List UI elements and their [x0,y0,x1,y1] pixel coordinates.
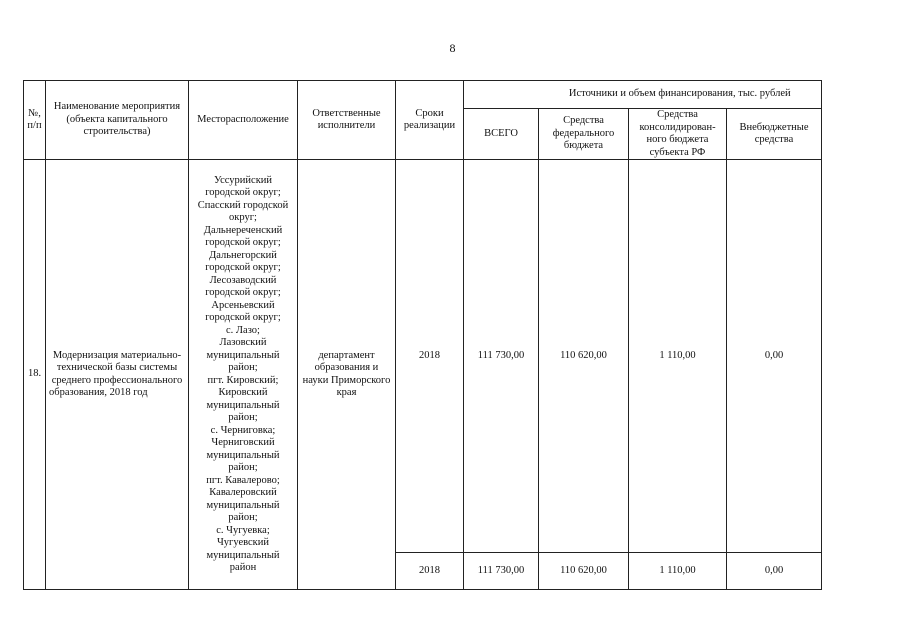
row-extra: 0,00 [727,160,822,553]
header-total: ВСЕГО [464,109,539,160]
location-line: с. Лазо; [226,324,260,336]
location-line: Кировский [218,387,268,398]
location-line: муниципальный [206,349,280,361]
location-line: район [229,562,257,573]
location-line: Чугуевский [216,537,270,548]
row-name: Модернизация материально-технической базы системы среднего профессионального образования, 2018 год [46,160,189,590]
location-line: пгт. Кировский; [207,374,279,386]
location-line: Дальнереченский [203,224,283,236]
header-responsible: Ответственные исполнители [298,81,396,160]
location-line: городской округ; [205,287,281,298]
location-line: муниципальный [206,449,280,461]
total-extra: 0,00 [727,553,822,590]
header-blank [464,81,539,109]
row-federal: 110 620,00 [539,160,629,553]
location-line: Арсеньевский [211,299,275,311]
location-line: Кавалеровский [209,487,277,498]
total-term: 2018 [396,553,464,590]
header-extra: Внебюджетные средства [727,109,822,160]
location-line: Лесозаводский [209,274,277,286]
location-line: Спасский городской [197,199,289,211]
location-line: городской округ; [205,262,281,273]
location-line: район; [228,512,258,523]
table-row [24,160,822,553]
header-row-1 [24,81,822,109]
location-line: с. Черниговка; [210,424,276,436]
location-line: район; [228,362,258,373]
row-regional: 1 110,00 [629,160,727,553]
location-line: муниципальный [206,499,280,511]
location-line: район; [228,412,258,423]
location-line: муниципальный [206,549,280,561]
financing-table [23,80,822,590]
location-line: Лазовский [219,337,267,348]
row-num: 18. [24,160,46,590]
location-line: Дальнегорский [209,249,277,261]
total-federal: 110 620,00 [539,553,629,590]
header-regional: Средства консолидирован-ного бюджета субъекта РФ [629,109,727,160]
location-line: пгт. Кавалерово; [206,474,280,486]
location-line: район; [228,462,258,473]
header-name: Наименование мероприятия (объекта капитального строительства) [46,81,189,160]
location-line: Уссурийский [213,174,273,186]
location-line: округ; [229,212,257,223]
page-number: 8 [449,41,456,55]
location-line: муниципальный [206,399,280,411]
total-regional: 1 110,00 [629,553,727,590]
row-location [189,160,298,590]
header-location: Месторасположение [189,81,298,160]
location-line: Черниговский [211,437,275,448]
location-line: городской округ; [205,312,281,323]
row-term: 2018 [396,160,464,553]
header-num: №, п/п [24,81,46,160]
location-line: городской округ; [205,237,281,248]
total-total: 111 730,00 [464,553,539,590]
location-lines [192,175,294,575]
location-line: городской округ; [205,187,281,198]
row-responsible: департамент образования и науки Приморского края [298,160,396,590]
location-line: с. Чугуевка; [216,524,270,536]
header-financing-group: Источники и объем финансирования, тыс. рублей [539,81,822,109]
header-federal: Средства федерального бюджета [539,109,629,160]
header-terms: Сроки реализации [396,81,464,160]
row-total: 111 730,00 [464,160,539,553]
